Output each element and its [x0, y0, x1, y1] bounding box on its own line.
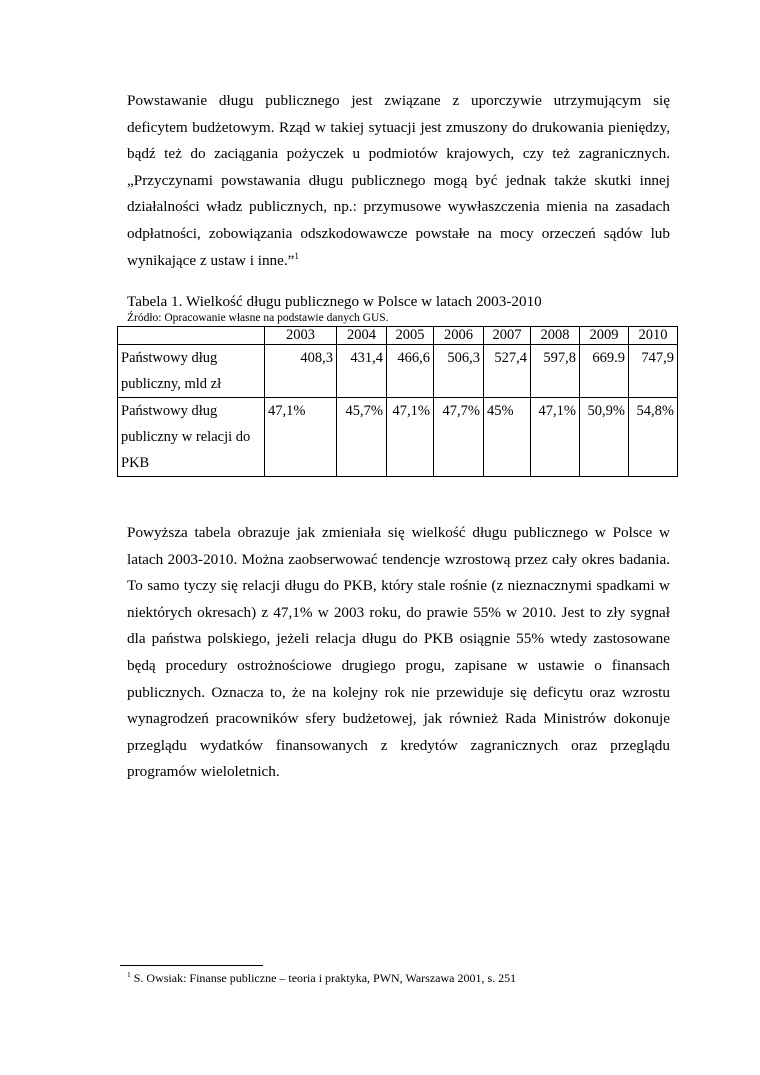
table-cell: 47,1%	[531, 398, 580, 477]
header-cell-year: 2006	[434, 327, 484, 345]
table-cell: 45%	[484, 398, 531, 477]
table-row-debt-amount	[118, 345, 678, 398]
table-cell: 50,9%	[580, 398, 629, 477]
header-cell-year: 2010	[629, 327, 678, 345]
footnote-text: S. Owsiak: Finanse publiczne – teoria i praktyka, PWN, Warszawa 2001, s. 251	[133, 971, 517, 985]
footnote-separator	[120, 965, 263, 966]
paragraph-intro-text: Powstawanie długu publicznego jest związane z uporczywie utrzymującym się deficytem budżetowym. Rząd w takiej sytuacji jest zmuszony do drukowania pieniędzy, bądź też do zaciągania pożyczek u podmiotów krajowych, czy też zagranicznych. „Przyczynami powstawania długu publicznego mogą być jednak także skutki innej działalności władz publicznych, np.: przymusowe wywłaszczenia mienia na zasadach odpłatności, zobowiązania odszkodowawcze powstałe na mocy orzeczeń sądów lub wynikające z ustaw i inne.”	[127, 92, 670, 269]
footnote-number: 1	[127, 970, 131, 979]
header-cell-year: 2003	[265, 327, 337, 345]
header-cell-year: 2004	[337, 327, 387, 345]
table-cell: 45,7%	[337, 398, 387, 477]
table-cell: 47,1%	[265, 398, 337, 477]
table-cell: 747,9	[629, 345, 678, 398]
row-label: Państwowy dług publiczny, mld zł	[118, 345, 265, 398]
table-row-debt-to-gdp	[118, 398, 678, 477]
footnote-reference[interactable]: 1	[294, 250, 299, 261]
footnote	[127, 970, 516, 986]
row-label: Państwowy dług publiczny w relacji do PKB	[118, 398, 265, 477]
table-cell: 408,3	[265, 345, 337, 398]
table-cell: 466,6	[387, 345, 434, 398]
debt-table	[117, 326, 678, 477]
table-cell: 47,1%	[387, 398, 434, 477]
table-source: Źródło: Opracowanie własne na podstawie danych GUS.	[127, 312, 389, 324]
paragraph-analysis: Powyższa tabela obrazuje jak zmieniała się wielkość długu publicznego w Polsce w latach 2003-2010. Można zaobserwować tendencje wzrostową przez cały okres badania. To samo tyczy się relacji długu do PKB, który stale rośnie (z nieznacznymi spadkami w niektórych okresach) z 47,1% w 2003 roku, do prawie 55% w 2010. Jest to zły sygnał dla państwa polskiego, jeżeli relacja długu do PKB osiągnie 55% wtedy zastosowane będą procedury ostrożnościowe drugiego progu, zapisane w ustawie o finansach publicznych. Oznacza to, że na kolejny rok nie przewiduje się deficytu oraz wzrostu wynagrodzeń pracowników sfery budżetowej, jak również Rada Ministrów dokonuje przeglądu wydatków finansowanych z kredytów zagranicznych oraz przeglądu programów wieloletnich.	[127, 524, 670, 781]
table-cell: 527,4	[484, 345, 531, 398]
table-cell: 597,8	[531, 345, 580, 398]
header-cell-year: 2005	[387, 327, 434, 345]
header-cell-empty	[118, 327, 265, 345]
header-cell-year: 2009	[580, 327, 629, 345]
table-cell: 669.9	[580, 345, 629, 398]
header-cell-year: 2008	[531, 327, 580, 345]
paragraph-intro	[127, 88, 670, 274]
table-cell: 506,3	[434, 345, 484, 398]
header-cell-year: 2007	[484, 327, 531, 345]
table-caption: Tabela 1. Wielkość długu publicznego w Polsce w latach 2003-2010	[127, 293, 542, 310]
table-cell: 431,4	[337, 345, 387, 398]
table-header-row	[118, 327, 678, 345]
table-cell: 54,8%	[629, 398, 678, 477]
table-cell: 47,7%	[434, 398, 484, 477]
